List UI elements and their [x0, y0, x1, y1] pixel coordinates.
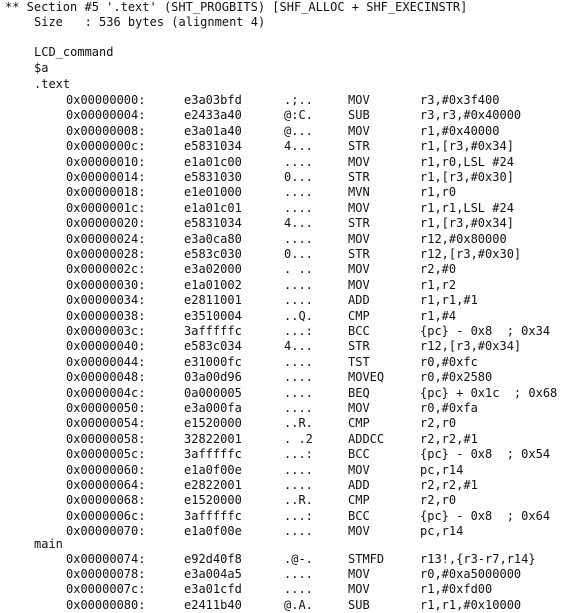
instruction-mnemonic: BCC [348, 508, 370, 523]
instruction-hex: e1e01000 [184, 185, 242, 200]
instruction-operands: pc,r14 [420, 524, 464, 539]
instruction-mnemonic: STR [348, 170, 370, 184]
instruction-ascii: .... [284, 354, 313, 369]
instruction-ascii: ..Q. [284, 308, 313, 323]
instruction-operands: r12,[r3,#0x30] [420, 247, 522, 261]
instruction-address: 0x00000000: [66, 93, 146, 107]
instruction-ascii: .;.. [284, 93, 313, 107]
instruction-mnemonic: CMP [348, 493, 370, 508]
instruction-mnemonic: CMP [348, 416, 370, 431]
instruction-ascii: .... [284, 185, 313, 200]
instruction-hex: 3afffffc [184, 508, 242, 523]
instruction-address: 0x0000006c: [66, 508, 146, 523]
instruction-mnemonic: MOV [348, 200, 370, 215]
instruction-operands: {pc} - 0x8 ; 0x64 [420, 508, 551, 523]
label-a: $a [34, 61, 49, 75]
instruction-mnemonic: MOV [348, 93, 370, 107]
instruction-ascii: .... [284, 401, 313, 415]
instruction-hex: 3afffffc [184, 447, 242, 462]
instruction-operands: {pc} + 0x1c ; 0x68 [420, 385, 558, 400]
label-lcd-command: LCD_command [34, 45, 114, 59]
instruction-mnemonic: STR [348, 139, 370, 154]
instruction-address: 0x0000001c: [66, 200, 146, 215]
instruction-operands: r12,#0x80000 [420, 231, 507, 246]
instruction-ascii: . .2 [284, 431, 313, 446]
instruction-address: 0x00000014: [66, 170, 146, 184]
instruction-operands: r1,[r3,#0x30] [420, 170, 514, 184]
instruction-hex: e583c034 [184, 339, 242, 354]
instruction-mnemonic: SUB [348, 597, 370, 612]
instruction-operands: r1,#0x40000 [420, 123, 500, 138]
instruction-hex: e3a02000 [184, 262, 242, 277]
instruction-address: 0x00000054: [66, 416, 146, 431]
instruction-ascii: .... [284, 154, 313, 169]
instruction-mnemonic: BCC [348, 324, 370, 338]
instruction-ascii: ..R. [284, 416, 313, 431]
instruction-hex: e1a0f00e [184, 524, 242, 539]
instruction-ascii: ...: [284, 324, 313, 338]
instruction-address: 0x00000044: [66, 354, 146, 369]
instruction-ascii: .... [284, 200, 313, 215]
instruction-operands: r1,r0 [420, 185, 457, 200]
instruction-address: 0x00000010: [66, 154, 146, 169]
instruction-operands: r3,#0x3f400 [420, 93, 500, 107]
instruction-hex: e3a0ca80 [184, 231, 242, 246]
instruction-ascii: ..R. [284, 493, 313, 508]
instruction-hex: e5831030 [184, 170, 242, 184]
instruction-ascii: .... [284, 277, 313, 292]
instruction-ascii: 4... [284, 216, 313, 231]
instruction-operands: r1,[r3,#0x34] [420, 139, 514, 154]
instruction-ascii: . .. [284, 262, 313, 277]
instruction-hex: e3a000fa [184, 401, 242, 415]
instruction-address: 0x00000004: [66, 108, 146, 123]
instruction-operands: r1,r1,LSL #24 [420, 200, 514, 215]
instruction-hex: e2411b40 [184, 597, 242, 612]
instruction-ascii: 4... [284, 339, 313, 354]
instruction-mnemonic: MOV [348, 401, 370, 415]
instruction-mnemonic: ADD [348, 478, 370, 492]
instruction-hex: e31000fc [184, 354, 242, 369]
instruction-operands: r1,r2 [420, 277, 457, 292]
instruction-hex: e3510004 [184, 308, 242, 323]
instruction-hex: e1a0f00e [184, 462, 242, 477]
instruction-mnemonic: SUB [348, 108, 370, 123]
instruction-mnemonic: MOV [348, 567, 370, 582]
instruction-address: 0x00000028: [66, 247, 146, 261]
instruction-hex: 0a000005 [184, 385, 242, 400]
instruction-hex: e583c030 [184, 247, 242, 261]
instruction-operands: r0,#0x2580 [420, 370, 493, 385]
instruction-operands: r0,#0xfa [420, 401, 478, 415]
instruction-address: 0x00000078: [66, 567, 146, 582]
instruction-ascii: .... [284, 385, 313, 400]
instruction-address: 0x00000040: [66, 339, 146, 354]
instruction-ascii: ...: [284, 508, 313, 523]
instruction-operands: r1,[r3,#0x34] [420, 216, 514, 231]
instruction-address: 0x00000068: [66, 493, 146, 508]
instruction-hex: e1520000 [184, 416, 242, 431]
instruction-operands: r1,r0,LSL #24 [420, 154, 514, 169]
instruction-address: 0x00000038: [66, 308, 146, 323]
instruction-operands: r12,[r3,#0x34] [420, 339, 522, 354]
instruction-mnemonic: MOVEQ [348, 370, 385, 385]
instruction-ascii: @... [284, 123, 313, 138]
instruction-hex: e3a01a40 [184, 123, 242, 138]
instruction-ascii: 0... [284, 247, 313, 261]
instruction-ascii: 4... [284, 139, 313, 154]
instruction-hex: e3a004a5 [184, 567, 242, 582]
instruction-hex: e2811001 [184, 293, 242, 308]
instruction-hex: e1a01c00 [184, 154, 242, 169]
instruction-mnemonic: STMFD [348, 552, 385, 566]
instruction-ascii: .@-. [284, 552, 313, 566]
instruction-address: 0x0000005c: [66, 447, 146, 462]
instruction-operands: r2,#0 [420, 262, 457, 277]
instruction-ascii: 0... [284, 170, 313, 184]
instruction-operands: r2,r0 [420, 493, 457, 508]
instruction-operands: {pc} - 0x8 ; 0x34 [420, 324, 551, 338]
instruction-address: 0x00000008: [66, 123, 146, 138]
instruction-mnemonic: STR [348, 247, 370, 261]
instruction-ascii: .... [284, 293, 313, 308]
instruction-hex: e2822001 [184, 478, 242, 492]
instruction-mnemonic: MOV [348, 231, 370, 246]
instruction-operands: r3,r3,#0x40000 [420, 108, 522, 123]
instruction-address: 0x00000070: [66, 524, 146, 539]
instruction-mnemonic: MOV [348, 524, 370, 539]
instruction-ascii: .... [284, 567, 313, 582]
instruction-operands: r2,r0 [420, 416, 457, 431]
instruction-hex: e3a03bfd [184, 93, 242, 107]
instruction-hex: 03a00d96 [184, 370, 242, 385]
instruction-ascii: .... [284, 524, 313, 539]
instruction-operands: r1,#0xfd00 [420, 582, 493, 597]
instruction-address: 0x00000034: [66, 293, 146, 308]
instruction-operands: r2,r2,#1 [420, 478, 478, 492]
instruction-hex: e3a01cfd [184, 582, 242, 597]
instruction-ascii: .... [284, 462, 313, 477]
instruction-address: 0x00000060: [66, 462, 146, 477]
instruction-address: 0x0000004c: [66, 385, 146, 400]
instruction-mnemonic: MVN [348, 185, 370, 200]
instruction-mnemonic: MOV [348, 277, 370, 292]
instruction-mnemonic: ADDCC [348, 431, 385, 446]
instruction-address: 0x00000018: [66, 185, 146, 200]
instruction-address: 0x00000080: [66, 597, 146, 612]
instruction-operands: {pc} - 0x8 ; 0x54 [420, 447, 551, 462]
instruction-address: 0x00000024: [66, 231, 146, 246]
section-header: ** Section #5 '.text' (SHT_PROGBITS) [SHF_ALLOC + SHF_EXECINSTR] [5, 0, 468, 14]
instruction-address: 0x0000002c: [66, 262, 146, 277]
instruction-mnemonic: MOV [348, 462, 370, 477]
instruction-mnemonic: TST [348, 354, 370, 369]
instruction-ascii: @.A. [284, 597, 313, 612]
instruction-operands: r0,#0xfc [420, 354, 478, 369]
instruction-mnemonic: MOV [348, 262, 370, 277]
instruction-mnemonic: BEQ [348, 385, 370, 400]
instruction-ascii: .... [284, 478, 313, 492]
instruction-mnemonic: MOV [348, 123, 370, 138]
instruction-operands: r0,#0xa5000000 [420, 567, 522, 582]
instruction-hex: e2433a40 [184, 108, 242, 123]
instruction-operands: r1,#4 [420, 308, 457, 323]
instruction-ascii: ...: [284, 447, 313, 462]
instruction-mnemonic: ADD [348, 293, 370, 308]
instruction-address: 0x00000030: [66, 277, 146, 292]
instruction-address: 0x0000007c: [66, 582, 146, 597]
instruction-ascii: .... [284, 370, 313, 385]
section-size: Size : 536 bytes (alignment 4) [34, 15, 266, 29]
instruction-address: 0x00000058: [66, 431, 146, 446]
instruction-operands: pc,r14 [420, 462, 464, 477]
instruction-hex: e1520000 [184, 493, 242, 508]
instruction-address: 0x0000000c: [66, 139, 146, 154]
instruction-ascii: @:C. [284, 108, 313, 123]
instruction-operands: r13!,{r3-r7,r14} [420, 552, 536, 566]
instruction-address: 0x00000074: [66, 552, 146, 566]
instruction-address: 0x00000064: [66, 478, 146, 492]
label-text: .text [34, 77, 71, 91]
instruction-hex: e1a01002 [184, 277, 242, 292]
instruction-ascii: .... [284, 582, 313, 597]
instruction-mnemonic: BCC [348, 447, 370, 462]
instruction-mnemonic: STR [348, 216, 370, 231]
instruction-address: 0x00000048: [66, 370, 146, 385]
instruction-operands: r1,r1,#0x10000 [420, 597, 522, 612]
instruction-hex: e5831034 [184, 139, 242, 154]
instruction-hex: e1a01c01 [184, 200, 242, 215]
instruction-mnemonic: MOV [348, 582, 370, 597]
instruction-hex: e5831034 [184, 216, 242, 231]
instruction-hex: 32822001 [184, 431, 242, 446]
instruction-ascii: .... [284, 231, 313, 246]
instruction-address: 0x00000050: [66, 401, 146, 415]
instruction-operands: r2,r2,#1 [420, 431, 478, 446]
instruction-hex: 3afffffc [184, 324, 242, 338]
instruction-mnemonic: MOV [348, 154, 370, 169]
instruction-mnemonic: STR [348, 339, 370, 354]
instruction-hex: e92d40f8 [184, 552, 242, 566]
instruction-address: 0x00000020: [66, 216, 146, 231]
label-main: main [34, 537, 63, 551]
instruction-mnemonic: CMP [348, 308, 370, 323]
instruction-address: 0x0000003c: [66, 324, 146, 338]
instruction-operands: r1,r1,#1 [420, 293, 478, 308]
